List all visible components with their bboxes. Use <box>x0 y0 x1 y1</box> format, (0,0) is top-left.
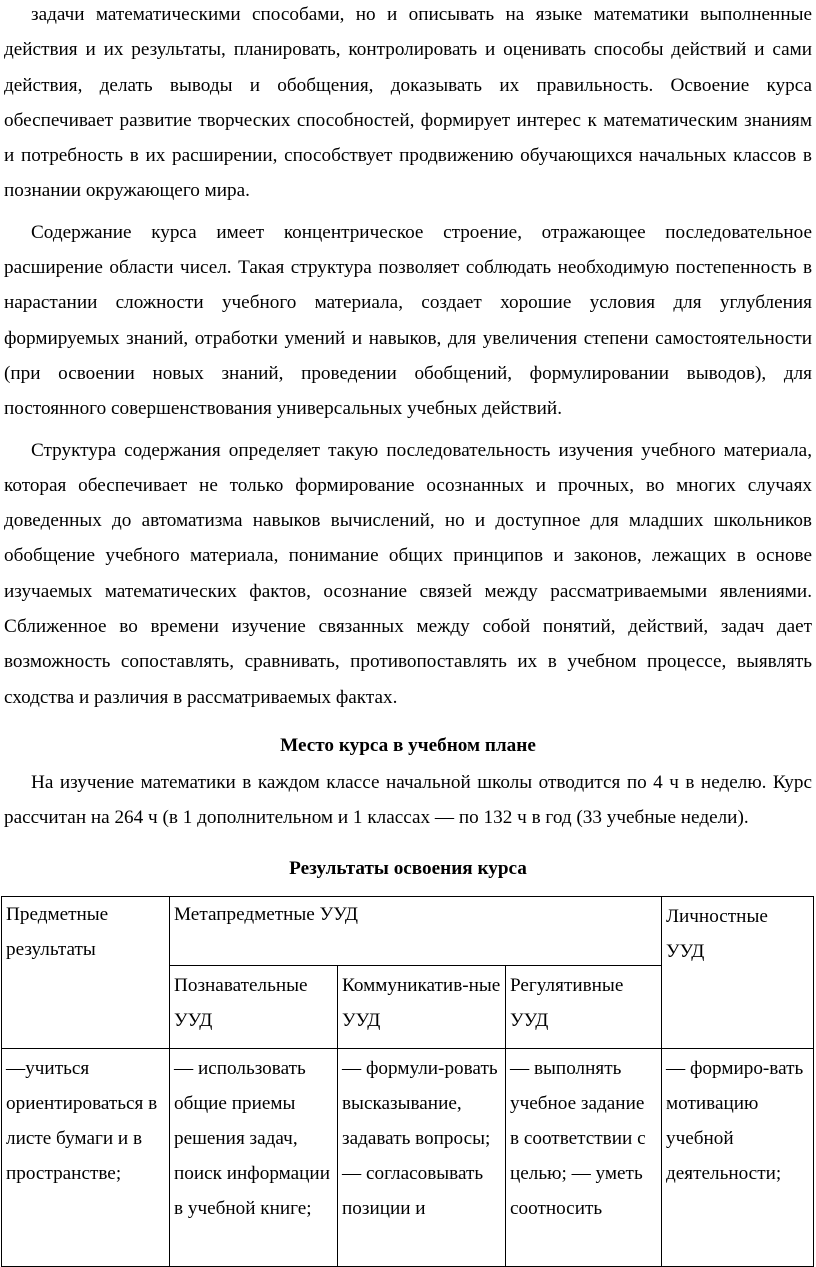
cell-communicative: — формули-ровать высказывание, задавать вопросы; — согласовывать позиции и <box>338 1048 506 1266</box>
header-personal-uud: Личностные УУД <box>662 896 814 1048</box>
cell-subject: —учиться ориентироваться в листе бумаги и в пространстве; <box>2 1048 170 1266</box>
header-subject-results: Предметные результаты <box>2 896 170 1048</box>
paragraph-content-structure: Структура содержания определяет такую последовательность изучения учебного материала, которая обеспечивает не только формирование осознанных и прочных, во многих случаях доведенных до автоматизма навыков вычислений, но и доступное для младших школьников обобщение учебного материала, понимание общих принципов и законов, лежащих в основе изучаемых математических фактов, осознание связей между рассматриваемыми явлениями. Сближенное во времени изучение связанных между собой понятий, действий, задач дает возможность сопоставлять, сравнивать, противопоставлять их в учебном процессе, выявлять сходства и различия в рассматриваемых фактах. <box>4 439 812 708</box>
heading-course-place: Место курса в учебном плане <box>280 734 536 756</box>
table-row <box>2 1048 814 1266</box>
paragraph-course-content: Содержание курса имеет концентрическое строение, отражающее последовательное расширение области чисел. Такая структура позволяет соблюдать необходимую постепенность в нарастании сложности учебного материала, создает хорошие условия для углубления формируемых знаний, отработки умений и навыков, для увеличения степени самостоятельности (при освоении новых знаний, проведении обобщений, формулировании выводов), для постоянного совершенствования универсальных учебных действий. <box>4 221 812 420</box>
cell-cognitive: — использовать общие приемы решения задач, поиск информации в учебной книге; <box>170 1048 338 1266</box>
cell-regulatory: — выполнять учебное задание в соответствии с целью; — уметь соотносить <box>506 1048 662 1266</box>
cell-personal: — формиро-вать мотивацию учебной деятельности; <box>662 1048 814 1266</box>
header-meta-uud: Метапредметные УУД <box>170 896 662 965</box>
table-header-row <box>2 896 814 965</box>
paragraph-intro-continuation: задачи математическими способами, но и описывать на языке математики выполненные действия и их результаты, планировать, контролировать и оценивать способы действий и сами действия, делать выводы и обобщения, доказывать их правильность. Освоение курса обеспечивает развитие творческих способностей, формирует интерес к математическим знаниям и потребность в их расширении, способствует продвижению обучающихся начальных классов в познании окружающего мира. <box>4 4 812 202</box>
heading-course-results: Результаты освоения курса <box>289 857 527 879</box>
header-regulatory-uud: Регулятивные УУД <box>506 965 662 1048</box>
header-cognitive-uud: Познавательные УУД <box>170 965 338 1048</box>
results-table <box>1 896 814 1267</box>
header-communicative-uud: Коммуникатив-ные УУД <box>338 965 506 1048</box>
paragraph-course-hours: На изучение математики в каждом классе начальной школы отводится по 4 ч в неделю. Курс рассчитан на 264 ч (в 1 дополнительном и 1 классах — по 132 ч в год (33 учебные недели). <box>4 771 812 829</box>
document-page <box>4 0 812 1267</box>
